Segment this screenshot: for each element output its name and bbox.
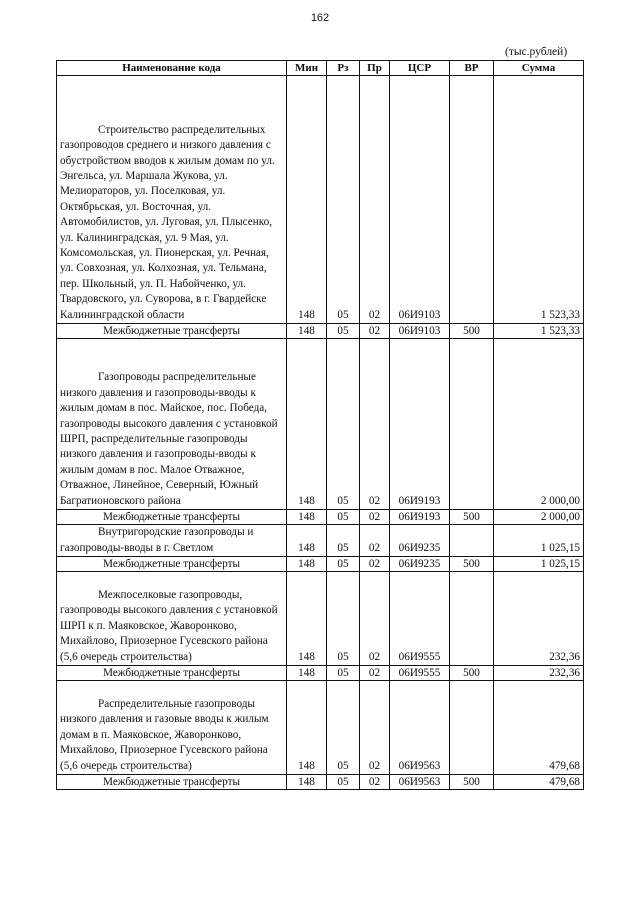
row-vr (450, 681, 494, 775)
row-csr: 06И9235 (390, 557, 450, 572)
column-header-vr: ВР (450, 61, 494, 76)
table-row (57, 666, 584, 681)
row-csr: 06И9563 (390, 775, 450, 790)
row-sum: 1 025,15 (494, 557, 584, 572)
row-name: Межбюджетные трансферты (57, 510, 287, 525)
row-name: Внутригородские газопроводы и газопроводы-вводы в г. Светлом (57, 525, 287, 557)
row-sum: 232,36 (494, 572, 584, 666)
row-sum: 1 025,15 (494, 525, 584, 557)
row-name: Строительство распределительных газопроводов среднего и низкого давления с обустройством вводов к жилым домам по ул. Энгельса, ул. Маршала Жукова, ул. Мелиораторов, ул. Поселковая, ул. Октябрьская, ул. Восточная, ул. Автомобилистов, ул. Луговая, ул. Плысенко, ул. Калининградская, ул. 9 Мая, ул. Комсомольская, ул. Пионерская, ул. Речная, ул. Совхозная, ул. Колхозная, ул. Тельмана, пер. Школьный, ул. П. Набойченко, ул. Твардовского, ул. Суворова, в г. Гвардейске Калининградской области (57, 76, 287, 324)
budget-table (56, 60, 584, 790)
row-pr: 02 (360, 557, 390, 572)
row-pr: 02 (360, 510, 390, 525)
row-min: 148 (287, 324, 327, 339)
row-pr: 02 (360, 525, 390, 557)
row-pr: 02 (360, 681, 390, 775)
row-sum: 479,68 (494, 681, 584, 775)
row-name: Межбюджетные трансферты (57, 666, 287, 681)
row-pr: 02 (360, 324, 390, 339)
row-sum: 2 000,00 (494, 339, 584, 510)
row-min: 148 (287, 557, 327, 572)
row-rz: 05 (327, 666, 360, 681)
column-header-sum: Сумма (494, 61, 584, 76)
row-name: Межпоселковые газопроводы, газопроводы высокого давления с установкой ШРП к п. Маяковское, Жаворонково, Михайлово, Приозерное Гусевского района (5,6 очередь строительства) (57, 572, 287, 666)
row-rz: 05 (327, 775, 360, 790)
row-name: Межбюджетные трансферты (57, 775, 287, 790)
column-header-pr: Пр (360, 61, 390, 76)
row-pr: 02 (360, 76, 390, 324)
table-row (57, 510, 584, 525)
table-row (57, 76, 584, 324)
row-csr: 06И9555 (390, 666, 450, 681)
row-name: Межбюджетные трансферты (57, 557, 287, 572)
row-csr: 06И9193 (390, 510, 450, 525)
table-row (57, 525, 584, 557)
row-sum: 232,36 (494, 666, 584, 681)
row-csr: 06И9103 (390, 324, 450, 339)
row-rz: 05 (327, 681, 360, 775)
row-min: 148 (287, 76, 327, 324)
row-sum: 1 523,33 (494, 76, 584, 324)
row-rz: 05 (327, 525, 360, 557)
row-rz: 05 (327, 557, 360, 572)
row-vr (450, 525, 494, 557)
column-header-csr: ЦСР (390, 61, 450, 76)
row-csr: 06И9563 (390, 681, 450, 775)
row-vr (450, 76, 494, 324)
row-rz: 05 (327, 572, 360, 666)
row-vr (450, 339, 494, 510)
row-vr: 500 (450, 775, 494, 790)
units-label: (тыс.рублей) (505, 46, 568, 58)
row-vr (450, 572, 494, 666)
table-row (57, 557, 584, 572)
row-name: Межбюджетные трансферты (57, 324, 287, 339)
table-row (57, 775, 584, 790)
column-header-rz: Рз (327, 61, 360, 76)
row-pr: 02 (360, 666, 390, 681)
row-rz: 05 (327, 76, 360, 324)
row-csr: 06И9235 (390, 525, 450, 557)
row-pr: 02 (360, 339, 390, 510)
table-header-row (57, 61, 584, 76)
row-rz: 05 (327, 324, 360, 339)
row-min: 148 (287, 681, 327, 775)
row-name: Газопроводы распределительные низкого давления и газопроводы-вводы к жилым домам в пос. Майское, пос. Победа, газопроводы высокого давления с установкой ШРП, распределительные газопроводы низкого давления и газопроводы-вводы к жилым домам в пос. Малое Отважное, Отважное, Линейное, Северный, Южный Багратионовского района (57, 339, 287, 510)
row-csr: 06И9555 (390, 572, 450, 666)
row-name: Распределительные газопроводы низкого давления и газовые вводы к жилым домам в п. Маяковское, Жаворонково, Михайлово, Приозерное Гусевского района (5,6 очередь строительства) (57, 681, 287, 775)
row-rz: 05 (327, 339, 360, 510)
row-min: 148 (287, 572, 327, 666)
row-csr: 06И9103 (390, 76, 450, 324)
row-sum: 2 000,00 (494, 510, 584, 525)
row-sum: 479,68 (494, 775, 584, 790)
table-row (57, 339, 584, 510)
row-vr: 500 (450, 666, 494, 681)
row-pr: 02 (360, 775, 390, 790)
row-min: 148 (287, 775, 327, 790)
row-vr: 500 (450, 324, 494, 339)
row-min: 148 (287, 510, 327, 525)
table-row (57, 572, 584, 666)
row-rz: 05 (327, 510, 360, 525)
column-header-min: Мин (287, 61, 327, 76)
row-min: 148 (287, 525, 327, 557)
column-header-name: Наименование кода (57, 61, 287, 76)
row-pr: 02 (360, 572, 390, 666)
row-csr: 06И9193 (390, 339, 450, 510)
table-row (57, 681, 584, 775)
row-vr: 500 (450, 510, 494, 525)
row-min: 148 (287, 339, 327, 510)
table-row (57, 324, 584, 339)
row-vr: 500 (450, 557, 494, 572)
row-min: 148 (287, 666, 327, 681)
row-sum: 1 523,33 (494, 324, 584, 339)
page-number: 162 (310, 12, 330, 24)
